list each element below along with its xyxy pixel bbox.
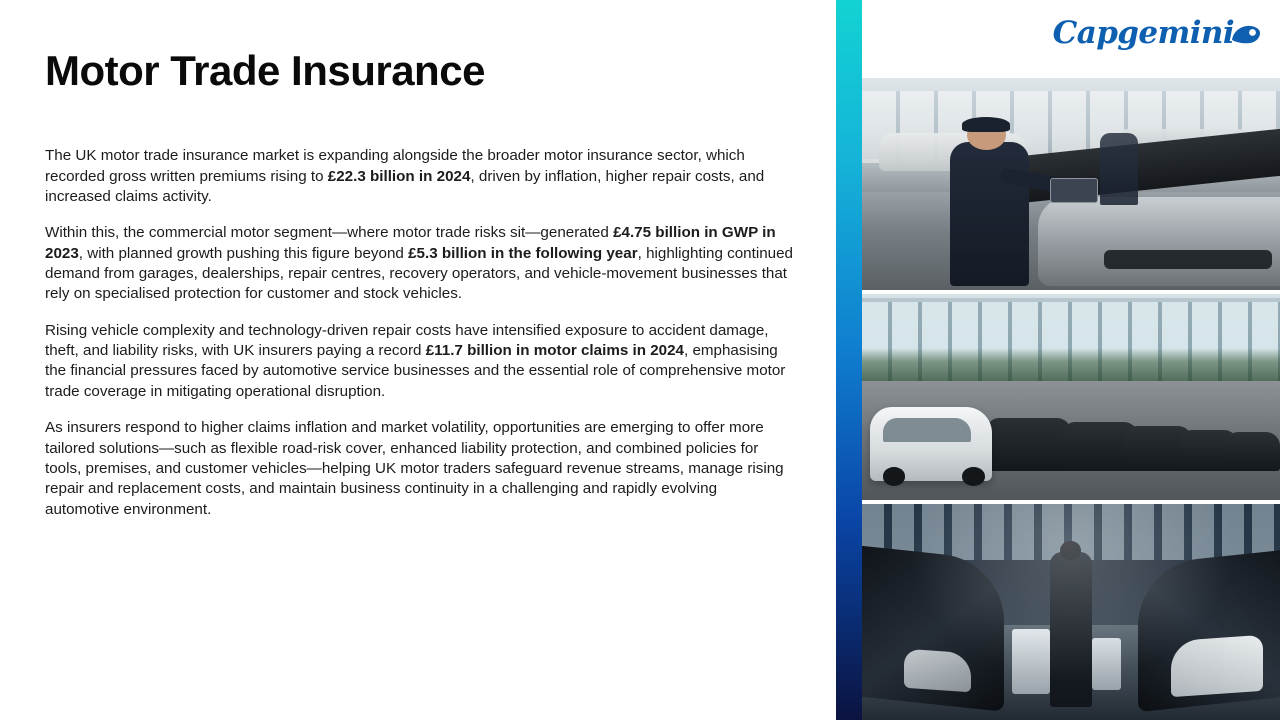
paragraph-1: The UK motor trade insurance market is expanding alongside the broader motor insurance sector, which recorded gross written premiums rising to £22.3 billion in 2024, driven by inflation, higher repair costs, and increased claims activity.: [45, 147, 765, 205]
image-showroom-aisle-person: [862, 504, 1280, 720]
image-mechanic-inspecting-car: [862, 78, 1280, 290]
logo-wordmark: Capgemini: [1052, 15, 1234, 51]
body-copy: [45, 146, 793, 520]
capgemini-logo: [1052, 15, 1262, 57]
swoosh-icon: [1228, 20, 1262, 57]
paragraph-2: Within this, the commercial motor segment—where motor trade risks sit—generated £4.75 billion in GWP in 2023, with planned growth pushing this figure beyond £5.3 billion in the following year, highlighting continued demand from garages, dealerships, repair centres, recovery operators, and vehicle-movement businesses that rely on specialised protection for customer and stock vehicles.: [45, 224, 793, 303]
gradient-bar: [836, 0, 862, 720]
page-title: Motor Trade Insurance: [45, 47, 485, 94]
right-rail: [836, 0, 1280, 720]
paragraph-4: As insurers respond to higher claims inflation and market volatility, opportunities are emerging to offer more tailored solutions—such as flexible road-risk cover, enhanced liability protection, and combined policies for tools, premises, and customer vehicles—helping UK motor traders safeguard revenue streams, manage rising repair and replacement costs, and maintain business continuity in a challenging and rapidly evolving automotive environment.: [45, 419, 784, 518]
logo-area: [862, 0, 1280, 78]
image-dealership-car-lot: [862, 294, 1280, 500]
paragraph-3: Rising vehicle complexity and technology-driven repair costs have intensified exposure to accident damage, theft, and liability risks, with UK insurers paying a record £11.7 billion in motor claims in 2024, emphasising the financial pressures faced by automotive service businesses and the essential role of comprehensive motor trade coverage in mitigating operational disruption.: [45, 321, 786, 400]
